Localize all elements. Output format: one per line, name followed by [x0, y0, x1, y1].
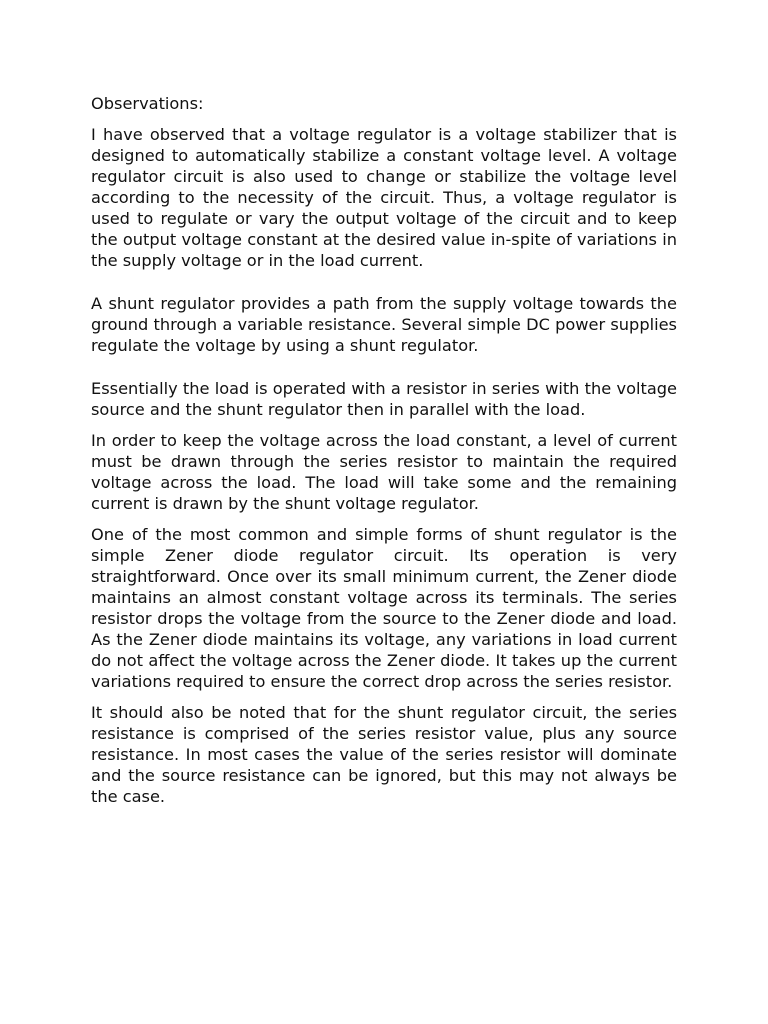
- document-body: [91, 93, 677, 819]
- paragraph-zener-diode: One of the most common and simple forms of shunt regulator is the simple Zener diode regulator circuit. Its operation is very straightforward. Once over its small minimum current, the Zener diode maintains an almost constant voltage across its terminals. The series resistor drops the voltage from the source to the Zener diode and load. As the Zener diode maintains its voltage, any variations in load current do not affect the voltage across the Zener diode. It takes up the current variations required to ensure the correct drop across the series resistor.: [91, 525, 677, 691]
- paragraph-shunt-regulator: A shunt regulator provides a path from the supply voltage towards the ground through a variable resistance. Several simple DC power supplies regulate the voltage by using a shunt regulator.: [91, 294, 677, 355]
- paragraph-series-resistance: It should also be noted that for the shunt regulator circuit, the series resistance is comprised of the series resistor value, plus any source resistance. In most cases the value of the series resistor will dominate and the source resistance can be ignored, but this may not always be the case.: [91, 703, 677, 806]
- paragraph-load-current: In order to keep the voltage across the load constant, a level of current must be drawn through the series resistor to maintain the required voltage across the load. The load will take some and the remaining current is drawn by the shunt voltage regulator.: [91, 431, 677, 513]
- paragraph-voltage-regulator: I have observed that a voltage regulator is a voltage stabilizer that is designed to automatically stabilize a constant voltage level. A voltage regulator circuit is also used to change or stabilize the voltage level according to the necessity of the circuit. Thus, a voltage regulator is used to regulate or vary the output voltage of the circuit and to keep the output voltage constant at the desired value in-spite of variations in the supply voltage or in the load current.: [91, 125, 677, 270]
- paragraph-load-series: Essentially the load is operated with a resistor in series with the voltage source and the shunt regulator then in parallel with the load.: [91, 379, 677, 419]
- section-heading: Observations:: [91, 94, 204, 113]
